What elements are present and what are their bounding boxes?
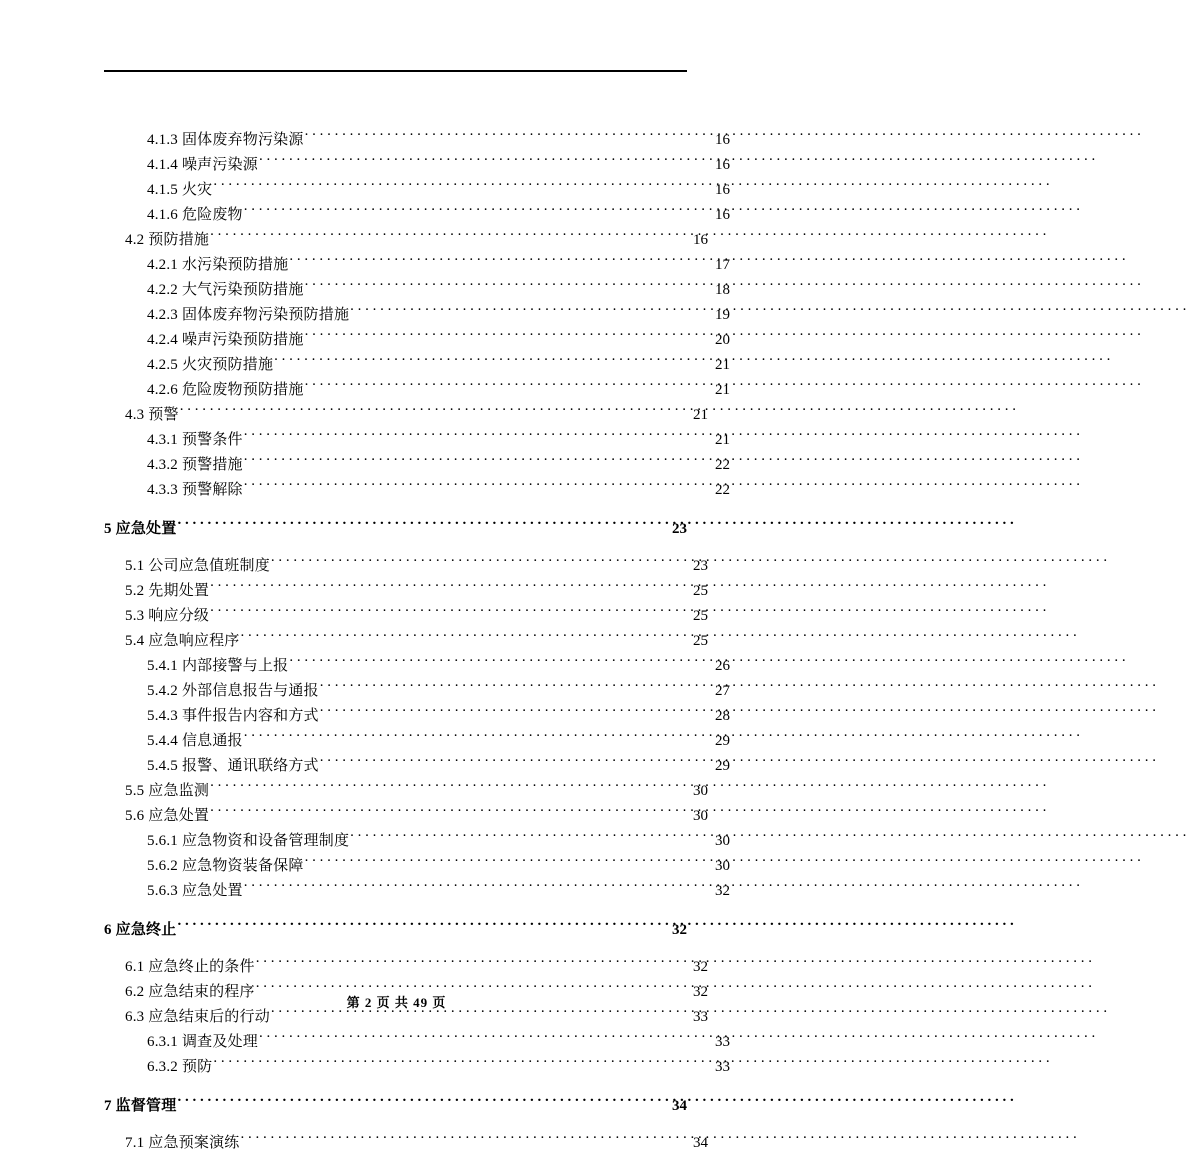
toc-leader-dots [271,555,687,570]
toc-leader-dots [213,1056,709,1071]
toc-entry-label: 4.3.2 预警措施 [147,457,243,473]
toc-entry-label: 7 监督管理 [104,1098,177,1114]
toc-entry-page-number: 28 [715,708,730,724]
toc-entry-label: 5.6.3 应急处置 [147,883,243,899]
toc-entry-label: 4.1.5 火灾 [147,182,213,198]
toc-leader-dots [241,1132,687,1147]
toc-entry-label: 5.4.5 报警、通讯联络方式 [147,758,319,774]
toc-entry-label: 4.3 预警 [125,407,179,423]
toc-entry[interactable] [104,879,730,904]
toc-leader-dots [244,880,709,895]
toc-leader-dots [320,680,709,695]
toc-entry-page-number: 23 [693,558,708,574]
toc-entry-label: 4.3.1 预警条件 [147,432,243,448]
toc-entry-label: 5.4.3 事件报告内容和方式 [147,708,319,724]
toc-leader-dots [289,254,709,269]
toc-entry-page-number: 20 [715,332,730,348]
toc-entry-page-number: 33 [715,1034,730,1050]
toc-leader-dots [213,179,709,194]
toc-entry-page-number: 16 [715,207,730,223]
toc-entry-page-number: 25 [693,608,708,624]
toc-entry-page-number: 16 [715,182,730,198]
toc-entry-page-number: 32 [672,922,687,938]
toc-leader-dots [320,755,709,770]
toc-leader-dots [305,379,709,394]
toc-entry-label: 5.2 先期处置 [125,583,210,599]
toc-entry-label: 6.3 应急结束后的行动 [125,1009,270,1025]
toc-entry-label: 6.3.2 预防 [147,1059,213,1075]
toc-entry-page-number: 30 [693,783,708,799]
toc-entry-page-number: 17 [715,257,730,273]
toc-leader-dots [256,956,687,971]
toc-entry-label: 5.4.2 外部信息报告与通报 [147,683,319,699]
toc-entry-page-number: 30 [693,808,708,824]
toc-entry-label: 5.6.1 应急物资和设备管理制度 [147,833,350,849]
toc-entry-page-number: 33 [715,1059,730,1075]
toc-leader-dots [177,1095,666,1110]
toc-entry-page-number: 32 [693,984,708,1000]
toc-entry-label: 5 应急处置 [104,521,177,537]
toc-leader-dots [305,329,709,344]
toc-leader-dots [274,354,709,369]
toc-leader-dots [305,855,709,870]
toc-entry-page-number: 16 [693,232,708,248]
toc-entry-label: 4.1.3 固体废弃物污染源 [147,132,304,148]
toc-entry-page-number: 29 [715,733,730,749]
toc-leader-dots [350,830,709,845]
toc-entry-page-number: 25 [693,583,708,599]
toc-leader-dots [259,154,709,169]
toc-entry-label: 4.2 预防措施 [125,232,210,248]
toc-entry-label: 4.2.4 噪声污染预防措施 [147,332,304,348]
toc-entry-page-number: 32 [715,883,730,899]
toc-entry-label: 4.3.3 预警解除 [147,482,243,498]
toc-entry-label: 5.4.1 内部接警与上报 [147,658,289,674]
toc-leader-dots [350,304,709,319]
toc-entry-page-number: 22 [715,457,730,473]
toc-leader-dots [244,479,709,494]
toc-entry-page-number: 21 [715,357,730,373]
toc-entry-page-number: 21 [693,407,708,423]
toc-leader-dots [177,518,666,533]
toc-leader-dots [244,730,709,745]
toc-entry-label: 4.2.2 大气污染预防措施 [147,282,304,298]
toc-leader-dots [259,1031,709,1046]
toc-entry[interactable] [104,1131,708,1156]
toc-entry-page-number: 29 [715,758,730,774]
toc-leader-dots [320,705,709,720]
toc-entry-page-number: 16 [715,132,730,148]
toc-entry[interactable] [104,918,687,943]
toc-entry-page-number: 16 [715,157,730,173]
toc-entry[interactable] [104,1055,730,1080]
toc-leader-dots [289,655,709,670]
toc-leader-dots [241,630,687,645]
toc-entry-page-number: 34 [693,1135,708,1151]
toc-leader-dots [210,229,687,244]
toc-entry-label: 5.5 应急监测 [125,783,210,799]
toc-entry-label: 6.2 应急结束的程序 [125,984,255,1000]
toc-leader-dots [180,404,687,419]
toc-entry-label: 6.3.1 调查及处理 [147,1034,258,1050]
toc-leader-dots [305,129,709,144]
toc-entry-page-number: 30 [715,858,730,874]
toc-entry-label: 6.1 应急终止的条件 [125,959,255,975]
toc-entry-label: 6 应急终止 [104,922,177,938]
toc-entry-label: 5.4 应急响应程序 [125,633,240,649]
toc-entry-page-number: 25 [693,633,708,649]
toc-entry-label: 4.2.5 火灾预防措施 [147,357,274,373]
toc-entry-label: 4.2.1 水污染预防措施 [147,257,289,273]
toc-entry-page-number: 27 [715,683,730,699]
header-rule [104,70,687,72]
toc-leader-dots [177,919,666,934]
toc-leader-dots [244,204,709,219]
toc-entry[interactable] [104,517,687,542]
toc-leader-dots [244,454,709,469]
toc-entry[interactable] [104,1094,687,1119]
page-footer: 第 2 页 共 49 页 [346,995,447,1010]
toc-entry-label: 4.2.6 危险废物预防措施 [147,382,304,398]
toc-entry-page-number: 18 [715,282,730,298]
toc-entry-label: 5.1 公司应急值班制度 [125,558,270,574]
toc-entry-label: 5.6.2 应急物资装备保障 [147,858,304,874]
toc-entry-label: 7.1 应急预案演练 [125,1135,240,1151]
toc-leader-dots [305,279,709,294]
toc-entry-page-number: 33 [693,1009,708,1025]
toc-leader-dots [210,805,687,820]
toc-entry-label: 5.3 响应分级 [125,608,210,624]
toc-entry-page-number: 32 [693,959,708,975]
toc-entry-page-number: 30 [715,833,730,849]
toc-entry-page-number: 21 [715,432,730,448]
toc-entry-page-number: 26 [715,658,730,674]
toc-entry-page-number: 23 [672,521,687,537]
toc-leader-dots [210,605,687,620]
toc-entry-label: 5.6 应急处置 [125,808,210,824]
toc-leader-dots [210,780,687,795]
toc-entry-page-number: 34 [672,1098,687,1114]
toc-entry-label: 4.1.6 危险废物 [147,207,243,223]
toc-entry-page-number: 22 [715,482,730,498]
toc-leader-dots [210,580,687,595]
toc-entry-label: 4.2.3 固体废弃物污染预防措施 [147,307,350,323]
toc-entry-page-number: 19 [715,307,730,323]
toc-entry[interactable] [104,478,730,503]
toc-entry-label: 5.4.4 信息通报 [147,733,243,749]
toc-leader-dots [244,429,709,444]
toc-entry-label: 4.1.4 噪声污染源 [147,157,258,173]
toc-entry-page-number: 21 [715,382,730,398]
